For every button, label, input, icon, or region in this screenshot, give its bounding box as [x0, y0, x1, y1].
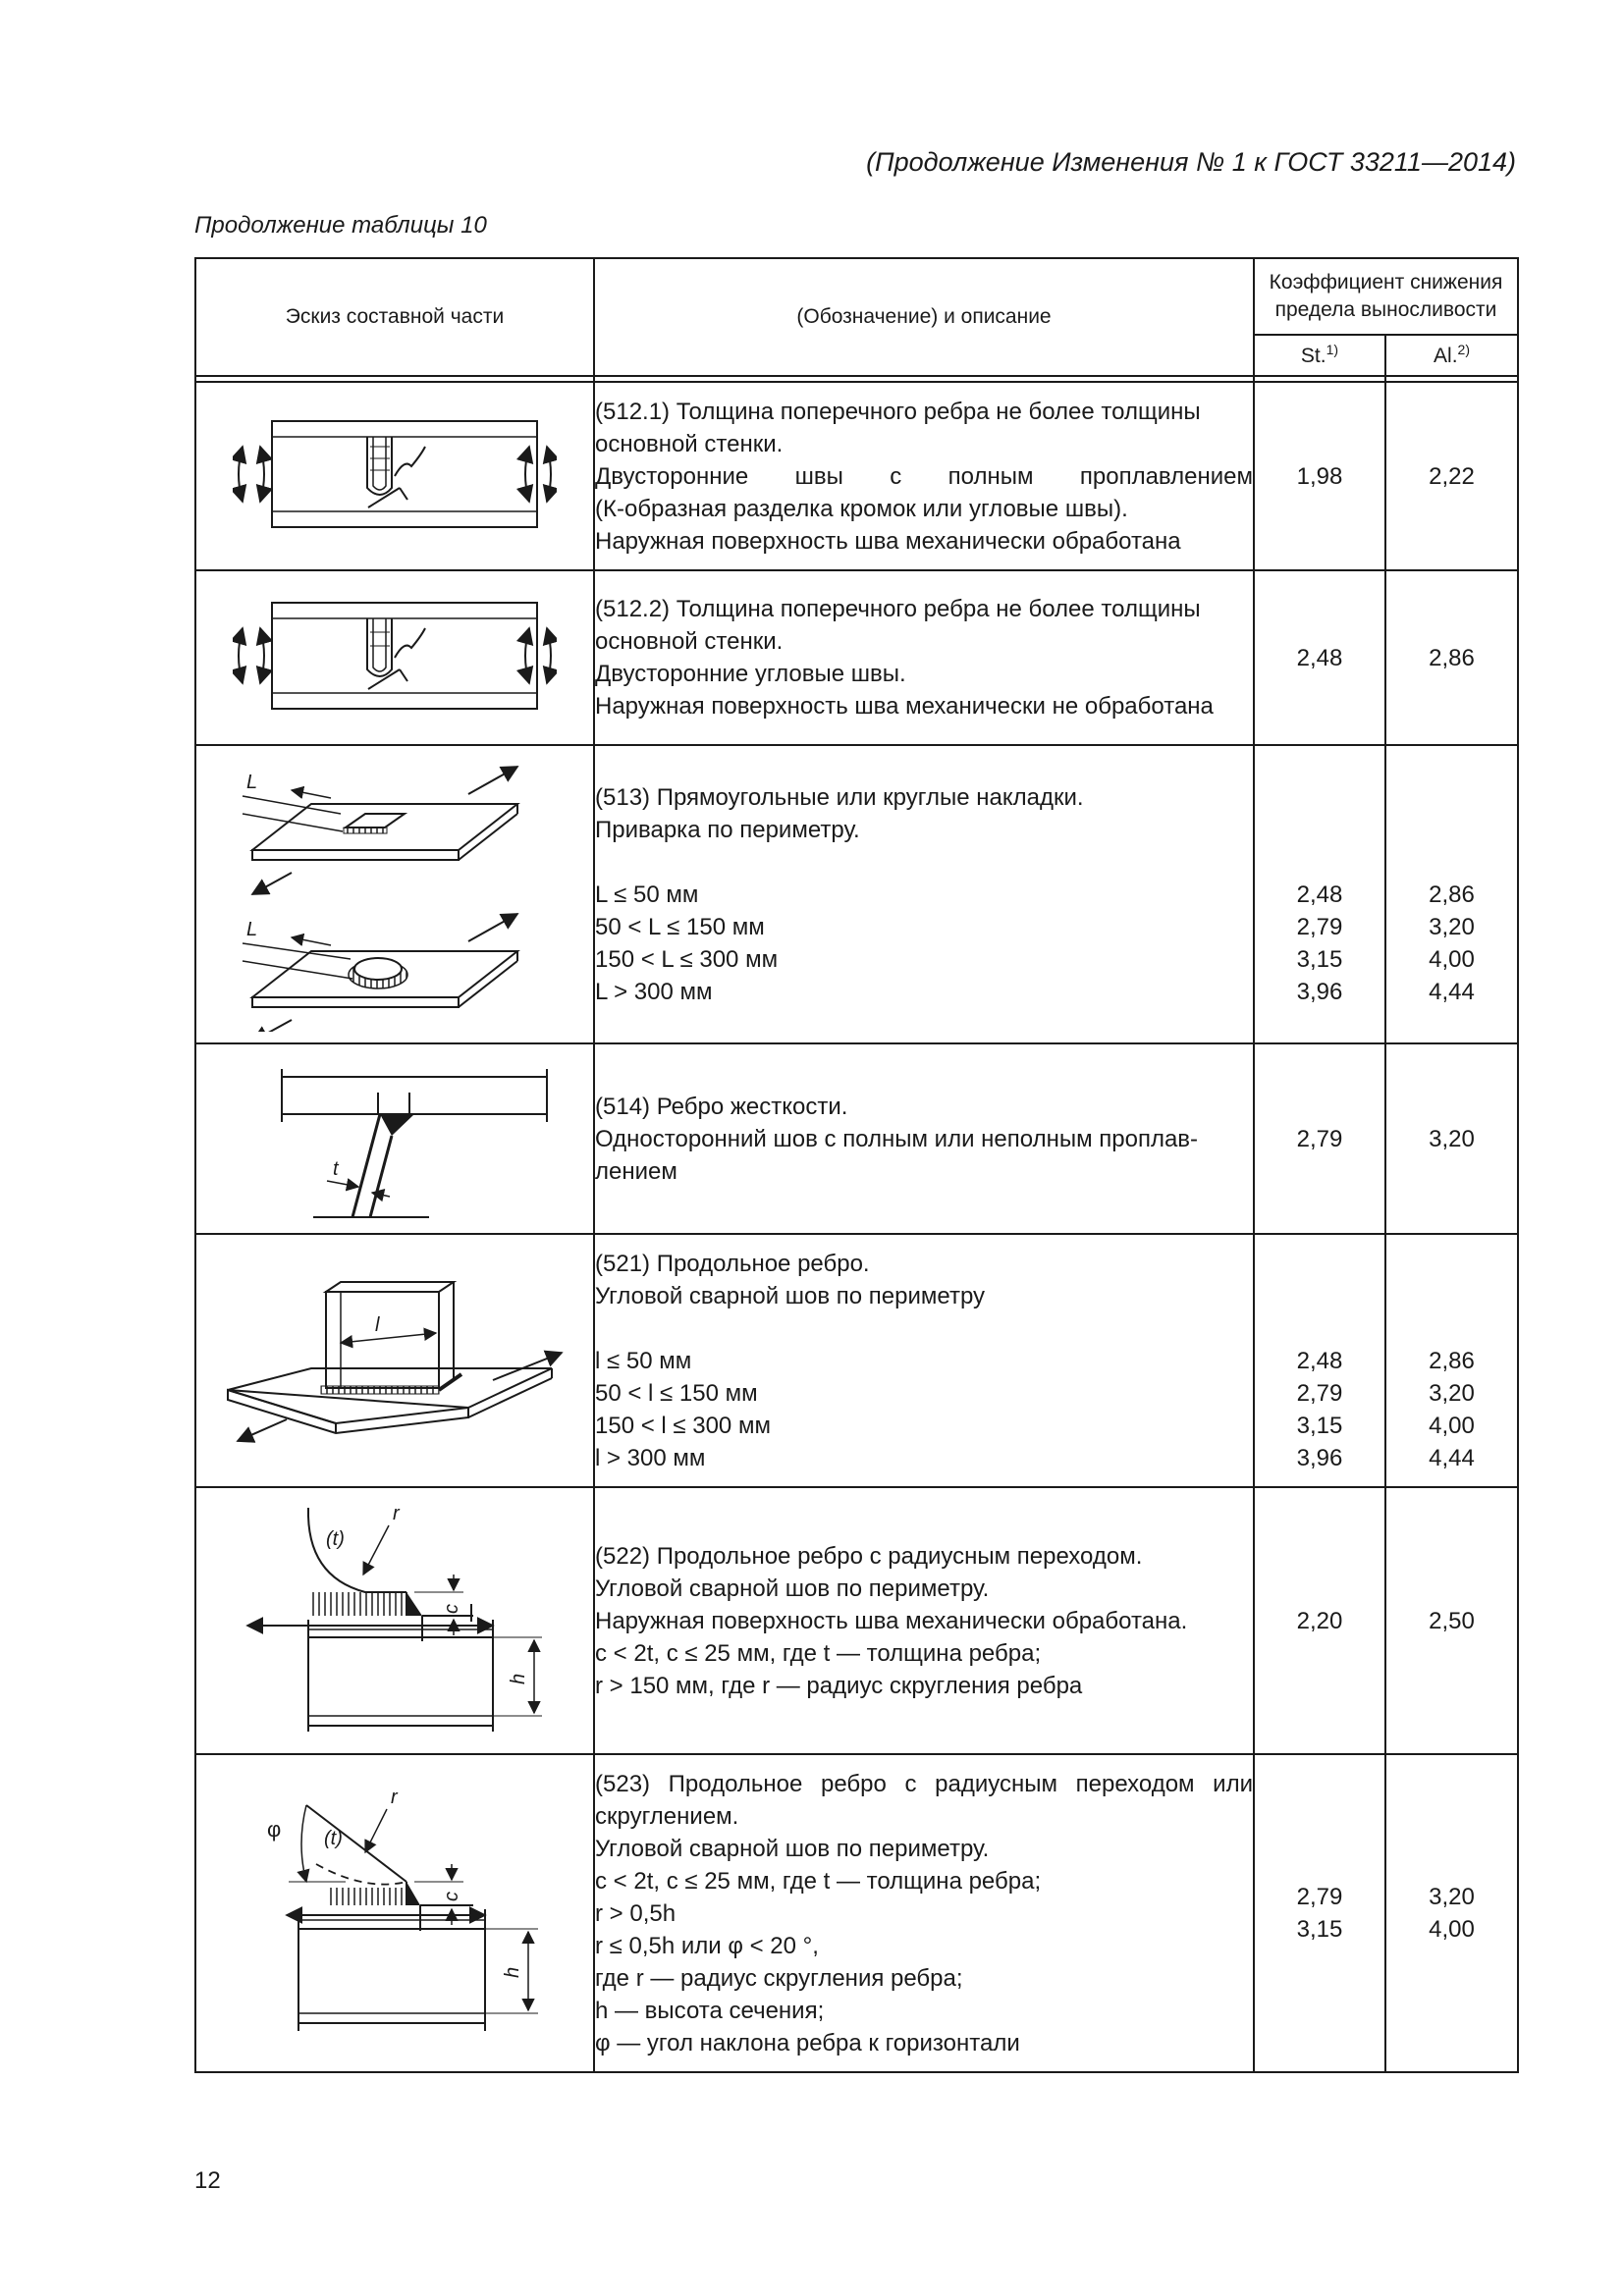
- desc-513: (513) Прямоугольные или круглые накладки. Приварка по периметру. L ≤ 50 мм 50 < L ≤ 150 мм 150 < L ≤ 300 мм L > 300 мм: [594, 745, 1254, 1043]
- st-512-2: 2,48: [1254, 570, 1385, 745]
- desc-512-2: (512.2) Толщина поперечного ребра не более толщины основной стенки. Двусторонние угловые швы. Наружная поверхность шва механически не обработана: [594, 570, 1254, 745]
- al-512-1: 2,22: [1385, 382, 1518, 570]
- table-row: [195, 1043, 1518, 1234]
- st-514: 2,79: [1254, 1043, 1385, 1234]
- label-h: h: [508, 1673, 529, 1684]
- desc-514: (514) Ребро жесткости. Односторонний шов с полным или неполным проплав- лением: [594, 1043, 1254, 1234]
- desc-512-1: (512.1) Толщина поперечного ребра не более толщины основной стенки. Двусторонние швы с полным проплавлением (К-образная разделка кромок или угловые швы). Наружная поверхность шва механически обработана: [594, 382, 1254, 570]
- range-521-2: 150 < l ≤ 300 мм: [595, 1412, 771, 1439]
- table-row: [195, 570, 1518, 745]
- table-row: [195, 1234, 1518, 1487]
- running-header: (Продолжение Изменения № 1 к ГОСТ 33211—2014): [866, 147, 1516, 177]
- label-c-523: c: [441, 1892, 462, 1901]
- header-st: St.$^{1)}$: [1254, 335, 1385, 376]
- sketch-513: [195, 745, 594, 1043]
- desc-522: (522) Продольное ребро с радиусным переходом. Угловой сварной шов по периметру. Наружная поверхность шва механически обработана. c < 2t, c ≤ 25 мм, где t — толщина ребра; r > 150 мм, где r — радиус скругления ребра: [594, 1487, 1254, 1754]
- sketch-522: [195, 1487, 594, 1754]
- label-l: l: [375, 1314, 380, 1336]
- table-caption: Продолжение таблицы 10: [194, 212, 487, 239]
- label-t: t: [333, 1158, 339, 1180]
- st-521: 2,48 2,79 3,15 3,96: [1254, 1234, 1385, 1487]
- label-r: r: [393, 1503, 400, 1524]
- label-t-paren-523: (t): [324, 1828, 343, 1849]
- al-512-2: 2,86: [1385, 570, 1518, 745]
- label-t-paren: (t): [326, 1528, 345, 1550]
- label-h-523: h: [502, 1966, 523, 1978]
- table-row: [195, 382, 1518, 570]
- label-L-2: L: [246, 919, 258, 940]
- label-phi: φ: [267, 1817, 282, 1842]
- table-row: [195, 1754, 1518, 2072]
- range-521-0: l ≤ 50 мм: [595, 1347, 692, 1374]
- label-c: c: [441, 1604, 462, 1614]
- header-al: Al.$^{2)}$: [1385, 335, 1518, 376]
- page-number: 12: [194, 2167, 221, 2194]
- sketch-512-2: [195, 570, 594, 745]
- al-523: 3,20 4,00: [1385, 1754, 1518, 2072]
- al-513: 2,86 3,20 4,00 4,44: [1385, 745, 1518, 1043]
- sketch-512-1: [195, 382, 594, 570]
- al-521: 2,86 3,20 4,00 4,44: [1385, 1234, 1518, 1487]
- sketch-521: [195, 1234, 594, 1487]
- range-513-0: L ≤ 50 мм: [595, 881, 699, 908]
- header-coefficient: Коэффициент снижения предела выносливости: [1254, 258, 1518, 335]
- fatigue-table: [194, 257, 1519, 2073]
- st-513: 2,48 2,79 3,15 3,96: [1254, 745, 1385, 1043]
- label-r-523: r: [391, 1787, 398, 1808]
- label-L-1: L: [246, 772, 258, 793]
- range-513-2: 150 < L ≤ 300 мм: [595, 945, 779, 973]
- range-521-1: 50 < l ≤ 150 мм: [595, 1379, 758, 1407]
- header-sketch: Эскиз составной части: [195, 258, 594, 376]
- al-514: 3,20: [1385, 1043, 1518, 1234]
- st-522: 2,20: [1254, 1487, 1385, 1754]
- header-description: (Обозначение) и описание: [594, 258, 1254, 376]
- desc-523: (523) Продольное ребро с радиусным переходом или скруглением. Угловой сварной шов по периметру. c < 2t, c ≤ 25 мм, где t — толщина ребра; r > 0,5h r ≤ 0,5h или φ < 20 °, где r — радиус скругления ребра; h — высота сечения; φ — угол наклона ребра к горизонтали: [594, 1754, 1254, 2072]
- table-row: [195, 1487, 1518, 1754]
- al-522: 2,50: [1385, 1487, 1518, 1754]
- sketch-523: [195, 1754, 594, 2072]
- st-512-1: 1,98: [1254, 382, 1385, 570]
- table-row: [195, 745, 1518, 1043]
- st-523: 2,79 3,15: [1254, 1754, 1385, 2072]
- range-513-1: 50 < L ≤ 150 мм: [595, 913, 765, 940]
- range-513-3: L > 300 мм: [595, 978, 713, 1005]
- range-521-3: l > 300 мм: [595, 1444, 706, 1471]
- sketch-514: [195, 1043, 594, 1234]
- desc-521: (521) Продольное ребро. Угловой сварной шов по периметру l ≤ 50 мм 50 < l ≤ 150 мм 150 < l ≤ 300 мм l > 300 мм: [594, 1234, 1254, 1487]
